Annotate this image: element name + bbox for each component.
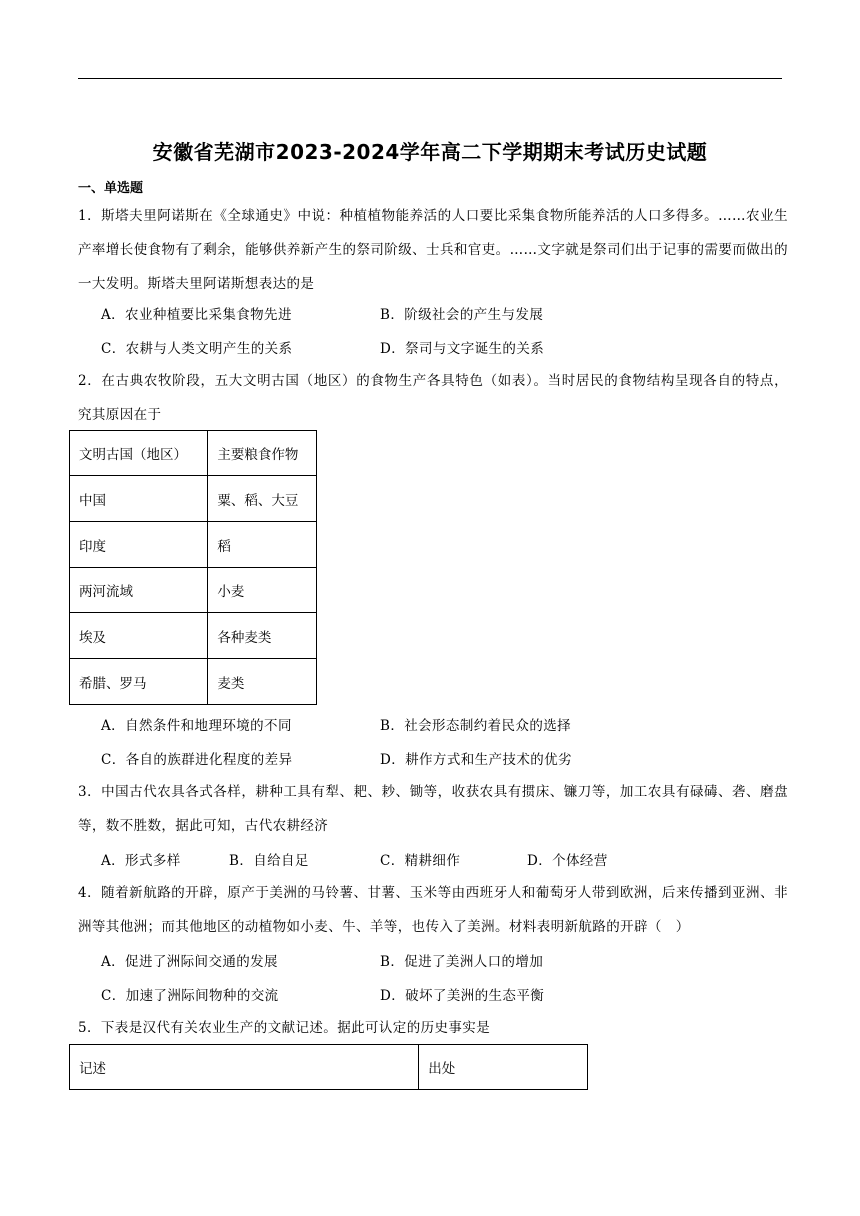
header-rule bbox=[78, 78, 782, 79]
question-2-stem: 2．在古典农牧阶段，五大文明古国（地区）的食物生产各具特色（如表）。当时居民的食物结构呈现各自的特点，究其原因在于 bbox=[78, 373, 788, 423]
table-row bbox=[70, 659, 317, 705]
question-3-option-c: C．精耕细作 bbox=[380, 853, 461, 869]
crop-table bbox=[69, 430, 317, 705]
question-4-option-c: C．加速了洲际间物种的交流 bbox=[101, 988, 279, 1004]
table-header-cell: 文明古国（地区） bbox=[70, 431, 208, 476]
question-1-option-d: D．祭司与文字诞生的关系 bbox=[380, 341, 545, 357]
question-2-option-a: A．自然条件和地理环境的不同 bbox=[101, 718, 292, 734]
question-2-option-c: C．各自的族群进化程度的差异 bbox=[101, 752, 293, 768]
records-table bbox=[69, 1044, 588, 1090]
question-3-option-b: B．自给自足 bbox=[229, 853, 309, 869]
table-cell: 各种麦类 bbox=[208, 613, 317, 659]
question-4-stem: 4．随着新航路的开辟，原产于美洲的马铃薯、甘薯、玉米等由西班牙人和葡萄牙人带到欧洲，后来传播到亚洲、非洲等其他洲；而其他地区的动植物如小麦、牛、羊等，也传入了美洲。材料表明新航路的开辟（ ） bbox=[78, 885, 788, 935]
question-3-stem: 3．中国古代农具各式各样，耕种工具有犁、耙、耖、锄等，收获农具有掼床、镰刀等，加工农具有碌碡、砻、磨盘等，数不胜数，据此可知，古代农耕经济 bbox=[78, 784, 788, 834]
question-1-option-a: A．农业种植要比采集食物先进 bbox=[101, 307, 292, 323]
table-cell: 埃及 bbox=[70, 613, 208, 659]
question-3-option-a: A．形式多样 bbox=[101, 853, 181, 869]
table-header-cell: 主要粮食作物 bbox=[208, 431, 317, 476]
question-1-stem: 1．斯塔夫里阿诺斯在《全球通史》中说：种植植物能养活的人口要比采集食物所能养活的人口多得多。……农业生产率增长使食物有了剩余，能够供养新产生的祭司阶级、士兵和官吏。……文字就是祭司们出于记事的需要而做出的一大发明。斯塔夫里阿诺斯想表达的是 bbox=[78, 208, 788, 292]
table-cell: 粟、稻、大豆 bbox=[208, 476, 317, 522]
question-2-option-d: D．耕作方式和生产技术的优劣 bbox=[380, 752, 572, 768]
question-1-option-c: C．农耕与人类文明产生的关系 bbox=[101, 341, 293, 357]
table-header-cell: 出处 bbox=[419, 1045, 588, 1090]
table-cell: 稻 bbox=[208, 522, 317, 568]
table-cell: 小麦 bbox=[208, 568, 317, 613]
table-cell: 印度 bbox=[70, 522, 208, 568]
table-header-row bbox=[70, 431, 317, 476]
table-row bbox=[70, 476, 317, 522]
table-cell: 麦类 bbox=[208, 659, 317, 705]
section-heading: 一、单选题 bbox=[78, 181, 144, 196]
question-2-option-b: B．社会形态制约着民众的选择 bbox=[380, 718, 572, 734]
table-row bbox=[70, 568, 317, 613]
table-cell: 两河流域 bbox=[70, 568, 208, 613]
question-4-option-b: B．促进了美洲人口的增加 bbox=[380, 954, 544, 970]
table-cell: 中国 bbox=[70, 476, 208, 522]
question-1-option-b: B．阶级社会的产生与发展 bbox=[380, 307, 544, 323]
table-header-cell: 记述 bbox=[70, 1045, 419, 1090]
table-row bbox=[70, 613, 317, 659]
question-4-option-a: A．促进了洲际间交通的发展 bbox=[101, 954, 278, 970]
question-4-option-d: D．破坏了美洲的生态平衡 bbox=[380, 988, 545, 1004]
question-5-stem: 5．下表是汉代有关农业生产的文献记述。据此可认定的历史事实是 bbox=[78, 1020, 491, 1036]
table-header-row bbox=[70, 1045, 588, 1090]
question-3-option-d: D．个体经营 bbox=[527, 853, 608, 869]
page-title: 安徽省芜湖市2023-2024学年高二下学期期末考试历史试题 bbox=[152, 140, 708, 164]
table-row bbox=[70, 522, 317, 568]
table-cell: 希腊、罗马 bbox=[70, 659, 208, 705]
